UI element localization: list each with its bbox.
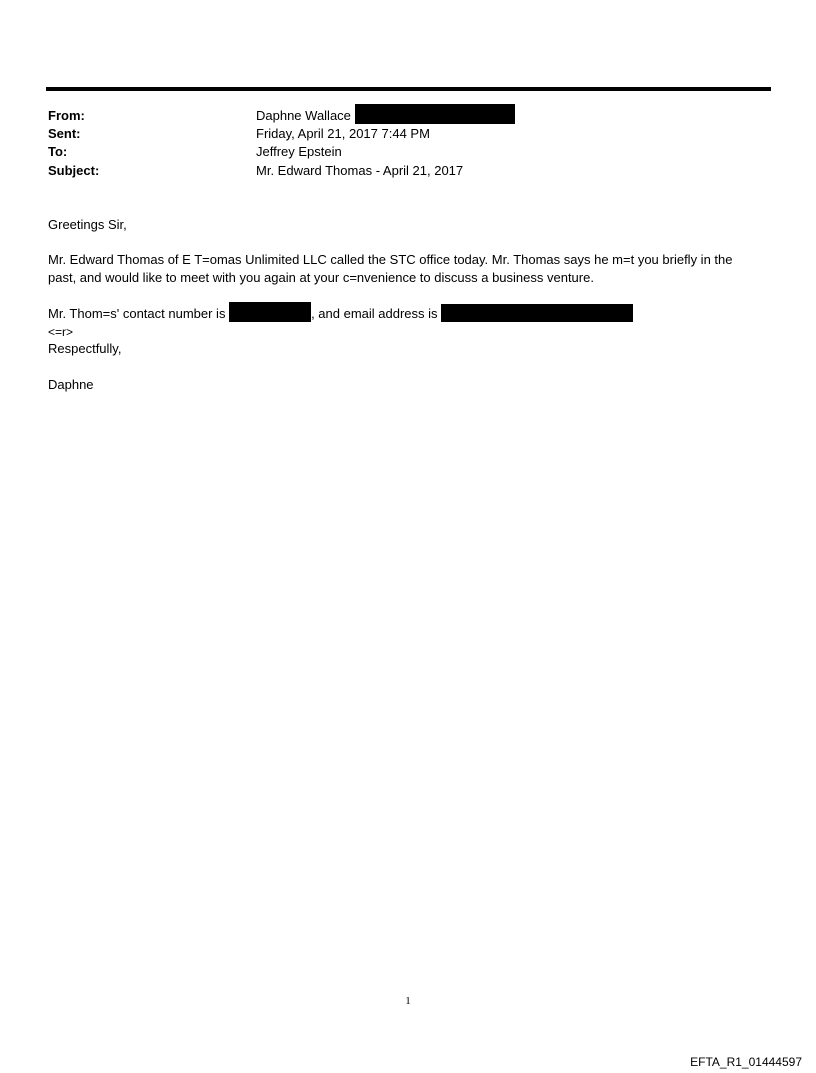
to-label: To: bbox=[48, 144, 68, 159]
from-label: From: bbox=[48, 108, 85, 123]
paragraph-line-1: Mr. Edward Thomas of E T=omas Unlimited LLC called the STC office today. Mr. Thomas says he m=t you briefly in the bbox=[48, 252, 733, 267]
contact-line bbox=[48, 305, 633, 323]
paragraph-line-2: past, and would like to meet with you again at your c=nvenience to discuss a business venture. bbox=[48, 270, 594, 285]
to-value: Jeffrey Epstein bbox=[256, 144, 342, 159]
document-id: EFTA_R1_01444597 bbox=[690, 1055, 802, 1069]
from-value bbox=[256, 107, 515, 125]
subject-label: Subject: bbox=[48, 163, 100, 178]
header-divider bbox=[46, 87, 771, 91]
contact-middle: , and email address is bbox=[311, 306, 438, 321]
sent-label: Sent: bbox=[48, 126, 81, 141]
phone-redaction bbox=[229, 302, 311, 322]
subject-value: Mr. Edward Thomas - April 21, 2017 bbox=[256, 163, 464, 178]
encoding-artifact: <=r> bbox=[48, 325, 74, 339]
closing: Respectfully, bbox=[48, 341, 122, 356]
page-number: 1 bbox=[405, 995, 411, 1007]
from-name: Daphne Wallace bbox=[256, 108, 351, 123]
signature: Daphne bbox=[48, 377, 94, 392]
sent-value: Friday, April 21, 2017 7:44 PM bbox=[256, 126, 430, 141]
contact-prefix: Mr. Thom=s' contact number is bbox=[48, 306, 226, 321]
from-email-redaction bbox=[355, 104, 515, 124]
greeting: Greetings Sir, bbox=[48, 217, 127, 232]
email-redaction bbox=[441, 304, 633, 322]
